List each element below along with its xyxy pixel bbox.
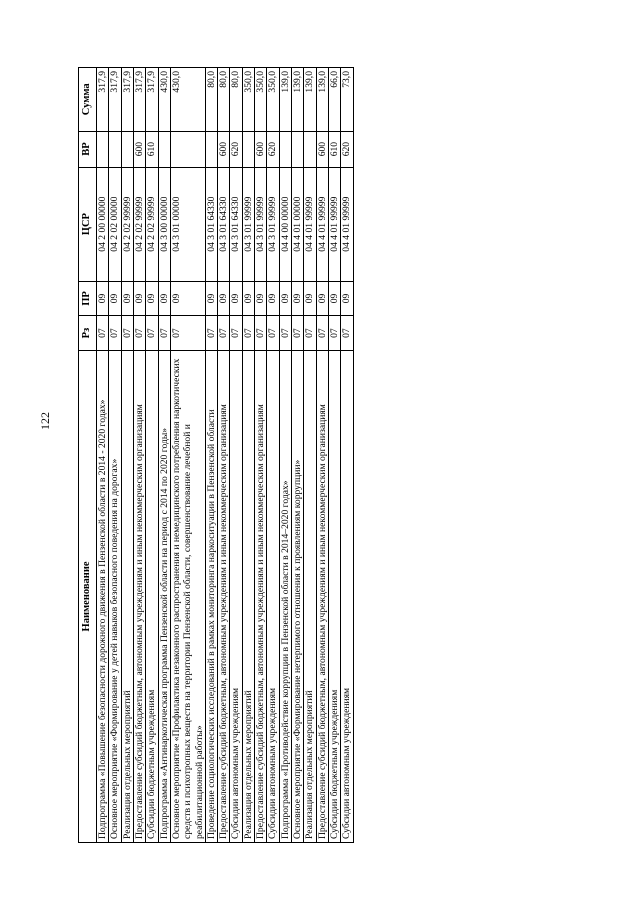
cell-csr: 04 4 01 00000 [292,167,304,281]
cell-sum: 73,0 [341,68,353,132]
cell-sum: 317,9 [146,68,158,132]
header-rz: Рз [79,316,97,351]
cell-sum: 350,0 [267,68,279,132]
table-row [279,68,291,843]
cell-vr: 600 [133,131,145,167]
cell-csr: 04 3 01 00000 [170,167,205,281]
cell-pr: 09 [341,281,353,316]
page-number: 122 [38,412,52,430]
cell-csr: 04 4 01 99999 [304,167,316,281]
cell-name: Реализация отдельных мероприятий [121,350,133,842]
cell-vr [205,131,217,167]
header-csr: ЦСР [79,167,97,281]
cell-rz: 07 [328,316,340,351]
table-row [121,68,133,843]
cell-csr: 04 2 02 99999 [133,167,145,281]
cell-rz: 07 [205,316,217,351]
cell-vr: 600 [316,131,328,167]
cell-vr [158,131,170,167]
cell-csr: 04 3 01 64330 [218,167,230,281]
cell-name: Подпрограмма «Противодействие коррупции в Пензенской области в 2014–2020 годах» [279,350,291,842]
cell-name: Основное мероприятие «Формирование нетерпимого отношения к проявлениям коррупции» [292,350,304,842]
table-row [341,68,353,843]
cell-csr: 04 4 01 99999 [341,167,353,281]
cell-pr: 09 [205,281,217,316]
cell-csr: 04 3 01 64330 [230,167,242,281]
header-name: Наименование [79,350,97,842]
cell-vr [292,131,304,167]
cell-sum: 317,9 [133,68,145,132]
cell-vr: 620 [341,131,353,167]
cell-name: Субсидии автономным учреждениям [230,350,242,842]
cell-vr: 610 [328,131,340,167]
table-row [133,68,145,843]
cell-pr: 09 [218,281,230,316]
table-row [146,68,158,843]
cell-name: Субсидии автономным учреждениям [267,350,279,842]
cell-rz: 07 [279,316,291,351]
table-row [170,68,205,843]
cell-vr [170,131,205,167]
table-row [97,68,109,843]
cell-name: Реализация отдельных мероприятий [242,350,254,842]
budget-table [78,67,354,843]
cell-pr: 09 [146,281,158,316]
cell-vr: 620 [267,131,279,167]
cell-rz: 07 [170,316,205,351]
cell-rz: 07 [218,316,230,351]
cell-csr: 04 2 02 99999 [146,167,158,281]
cell-sum: 430,0 [158,68,170,132]
cell-pr: 09 [292,281,304,316]
cell-sum: 66,0 [328,68,340,132]
cell-pr: 09 [230,281,242,316]
cell-name: Предоставление субсидий бюджетным, автономным учреждениям и иным некоммерческим организациям [255,350,267,842]
cell-name: Реализация отдельных мероприятий [304,350,316,842]
cell-name: Проведение социологических исследований в рамках мониторинга наркоситуации в Пензенской области [205,350,217,842]
cell-csr: 04 2 02 99999 [121,167,133,281]
cell-pr: 09 [304,281,316,316]
table-row [218,68,230,843]
cell-rz: 07 [304,316,316,351]
cell-rz: 07 [109,316,121,351]
table-row [158,68,170,843]
cell-vr [242,131,254,167]
cell-csr: 04 3 01 99999 [242,167,254,281]
cell-name: Подпрограмма «Повышение безопасности дорожного движения в Пензенской области в 2014 - 2020 годах» [97,350,109,842]
table-row [230,68,242,843]
cell-vr [279,131,291,167]
cell-name: Предоставление субсидий бюджетным, автономным учреждениям и иным некоммерческим организациям [218,350,230,842]
cell-pr: 09 [279,281,291,316]
cell-name: Предоставление субсидий бюджетным, автономным учреждениям и иным некоммерческим организациям [316,350,328,842]
cell-rz: 07 [267,316,279,351]
cell-sum: 350,0 [255,68,267,132]
cell-rz: 07 [121,316,133,351]
cell-vr [97,131,109,167]
cell-csr: 04 3 01 64330 [205,167,217,281]
cell-sum: 139,0 [304,68,316,132]
cell-pr: 09 [121,281,133,316]
cell-csr: 04 2 00 00000 [97,167,109,281]
cell-rz: 07 [316,316,328,351]
cell-csr: 04 3 00 00000 [158,167,170,281]
table-row [328,68,340,843]
cell-sum: 139,0 [279,68,291,132]
cell-pr: 09 [97,281,109,316]
cell-pr: 09 [267,281,279,316]
cell-csr: 04 2 02 00000 [109,167,121,281]
cell-rz: 07 [230,316,242,351]
cell-pr: 09 [158,281,170,316]
table-header-row [79,68,97,843]
cell-csr: 04 4 00 00000 [279,167,291,281]
cell-sum: 80,0 [230,68,242,132]
table-row [267,68,279,843]
cell-sum: 350,0 [242,68,254,132]
cell-name: Предоставление субсидий бюджетным, автономным учреждениям и иным некоммерческим организациям [133,350,145,842]
cell-name: Субсидии автономным учреждениям [341,350,353,842]
cell-rz: 07 [133,316,145,351]
cell-vr: 600 [255,131,267,167]
table-row [205,68,217,843]
cell-name: Субсидии бюджетным учреждениям [146,350,158,842]
cell-name: Основное мероприятие «Формирование у детей навыков безопасного поведения на дорогах» [109,350,121,842]
header-pr: ПР [79,281,97,316]
cell-csr: 04 3 01 99999 [255,167,267,281]
header-vr: ВР [79,131,97,167]
cell-rz: 07 [146,316,158,351]
cell-pr: 09 [255,281,267,316]
cell-pr: 09 [133,281,145,316]
cell-vr: 610 [146,131,158,167]
cell-pr: 09 [109,281,121,316]
cell-name: Субсидии бюджетным учреждениям [328,350,340,842]
cell-csr: 04 4 01 99999 [316,167,328,281]
rotated-table-container [78,67,556,843]
cell-sum: 80,0 [218,68,230,132]
cell-vr [109,131,121,167]
table-body [97,68,354,843]
table-row [316,68,328,843]
cell-pr: 09 [328,281,340,316]
cell-rz: 07 [292,316,304,351]
cell-vr [121,131,133,167]
table-row [109,68,121,843]
cell-vr: 620 [230,131,242,167]
cell-csr: 04 4 01 99999 [328,167,340,281]
cell-rz: 07 [242,316,254,351]
cell-name: Подпрограмма «Антинаркотическая программа Пензенской области на период с 2014 по 2020 годы» [158,350,170,842]
cell-rz: 07 [158,316,170,351]
cell-name: Основное мероприятие «Профилактика незаконного распространения и немедицинского потребления наркотических средств и психотропных веществ на территории Пензенской области, совершенствование лечебной и реабилитационной работы» [170,350,205,842]
cell-sum: 139,0 [316,68,328,132]
table-row [292,68,304,843]
header-sum: Сумма [79,68,97,132]
cell-sum: 430,0 [170,68,205,132]
cell-rz: 07 [97,316,109,351]
cell-rz: 07 [341,316,353,351]
cell-pr: 09 [316,281,328,316]
table-row [242,68,254,843]
cell-sum: 317,9 [121,68,133,132]
table-row [304,68,316,843]
cell-sum: 317,9 [109,68,121,132]
cell-rz: 07 [255,316,267,351]
cell-sum: 80,0 [205,68,217,132]
cell-vr [304,131,316,167]
cell-sum: 317,9 [97,68,109,132]
cell-pr: 09 [170,281,205,316]
cell-vr: 600 [218,131,230,167]
cell-pr: 09 [242,281,254,316]
cell-csr: 04 3 01 99999 [267,167,279,281]
table-row [255,68,267,843]
cell-sum: 139,0 [292,68,304,132]
